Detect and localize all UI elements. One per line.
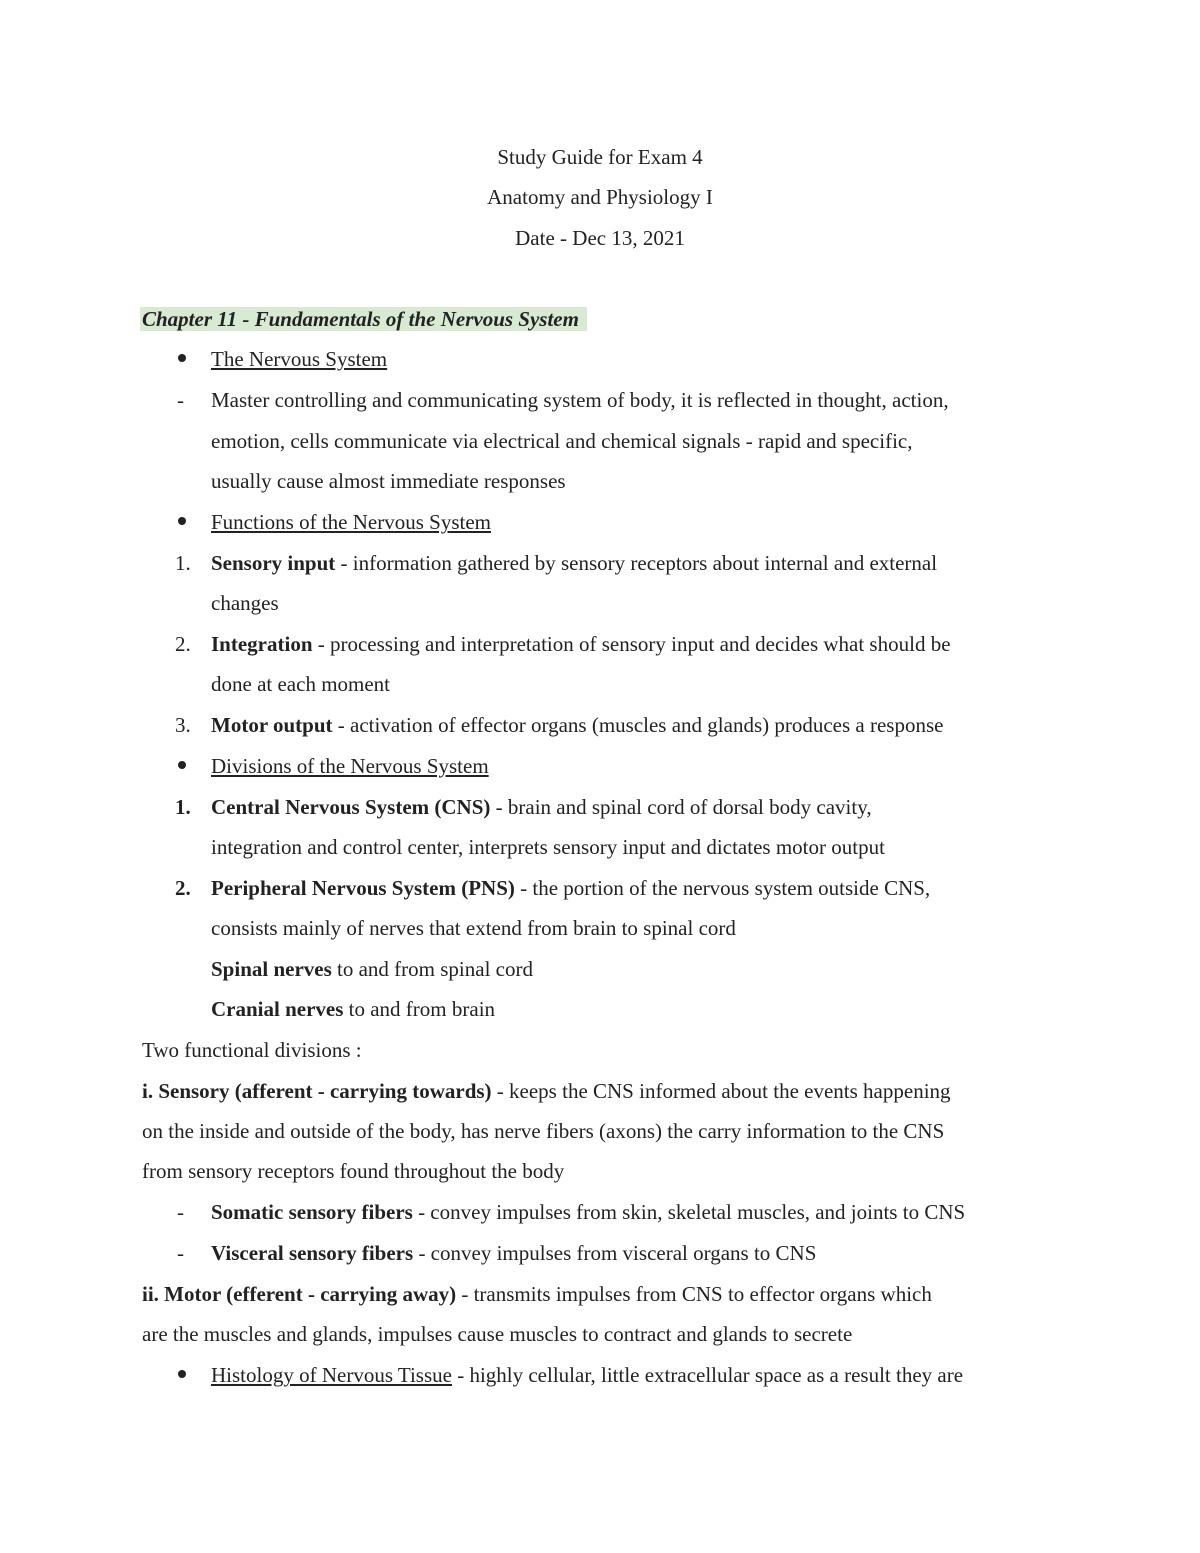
dash-marker: -	[177, 1241, 184, 1265]
definition: - the portion of the nervous system outside CNS,	[514, 876, 931, 900]
list-number: 1.	[175, 551, 191, 575]
term: ii. Motor (efferent - carrying away)	[142, 1282, 457, 1306]
list-item-sensory-input	[211, 550, 937, 576]
paragraph-line: Master controlling and communicating system of body, it is reflected in thought, action,	[211, 388, 949, 412]
chapter-heading	[140, 306, 587, 332]
term: i. Sensory (afferent - carrying towards)	[142, 1079, 492, 1103]
term: Cranial nerves	[211, 997, 344, 1021]
definition: - processing and interpretation of sensory input and decides what should be	[312, 632, 951, 656]
list-number: 3.	[175, 713, 191, 737]
bullet-icon	[178, 761, 186, 769]
list-item-continuation: done at each moment	[211, 672, 391, 696]
definition: - transmits impulses from CNS to effector organs which	[456, 1282, 932, 1306]
section-heading-divisions: Divisions of the Nervous System	[211, 754, 489, 778]
bullet-icon	[178, 354, 186, 362]
list-item-motor-output	[211, 712, 943, 738]
functional-divisions-intro: Two functional divisions :	[142, 1038, 362, 1062]
exam-date: Date - Dec 13, 2021	[515, 226, 685, 250]
bullet-icon	[178, 517, 186, 525]
definition: - brain and spinal cord of dorsal body cavity,	[490, 795, 872, 819]
section-heading-nervous-system: The Nervous System	[211, 347, 388, 371]
term: Peripheral Nervous System (PNS)	[211, 876, 515, 900]
section-heading-histology: Histology of Nervous Tissue	[211, 1363, 452, 1387]
list-item-continuation: changes	[211, 591, 279, 615]
document-title: Study Guide for Exam 4	[497, 145, 703, 169]
list-item-pns	[211, 875, 930, 901]
term: Sensory input	[211, 551, 336, 575]
definition: - convey impulses from skin, skeletal muscles, and joints to CNS	[412, 1200, 966, 1224]
list-item-integration	[211, 631, 951, 657]
section-heading-functions: Functions of the Nervous System	[211, 510, 491, 534]
term: Somatic sensory fibers	[211, 1200, 413, 1224]
cranial-nerves-line	[211, 996, 495, 1022]
definition: - convey impulses from visceral organs to CNS	[413, 1241, 817, 1265]
term: Visceral sensory fibers	[211, 1241, 414, 1265]
paragraph-line: on the inside and outside of the body, has nerve fibers (axons) the carry information to the CNS	[142, 1119, 945, 1143]
chapter-heading-text: Chapter 11 - Fundamentals of the Nervous System	[140, 307, 587, 331]
histology-line	[211, 1362, 963, 1388]
definition: to and from brain	[343, 997, 496, 1021]
dash-marker: -	[177, 1200, 184, 1224]
definition: - keeps the CNS informed about the events happening	[491, 1079, 951, 1103]
visceral-sensory-fibers	[211, 1240, 816, 1266]
dash-marker: -	[177, 388, 184, 412]
sensory-division	[142, 1078, 951, 1104]
list-number: 2.	[175, 632, 191, 656]
list-item-cns	[211, 794, 872, 820]
paragraph-line: are the muscles and glands, impulses cause muscles to contract and glands to secrete	[142, 1322, 853, 1346]
list-number: 2.	[175, 876, 191, 900]
somatic-sensory-fibers	[211, 1199, 965, 1225]
list-item-continuation: integration and control center, interprets sensory input and dictates motor output	[211, 835, 885, 859]
paragraph-line: emotion, cells communicate via electrical and chemical signals - rapid and specific,	[211, 429, 913, 453]
term: Integration	[211, 632, 313, 656]
term: Motor output	[211, 713, 333, 737]
definition: - activation of effector organs (muscles and glands) produces a response	[332, 713, 944, 737]
list-number: 1.	[175, 795, 191, 819]
motor-division	[142, 1281, 932, 1307]
paragraph-line: usually cause almost immediate responses	[211, 469, 566, 493]
bullet-icon	[178, 1370, 186, 1378]
definition: - information gathered by sensory receptors about internal and external	[335, 551, 938, 575]
definition: to and from spinal cord	[331, 957, 533, 981]
course-name: Anatomy and Physiology I	[487, 185, 713, 209]
definition: - highly cellular, little extracellular space as a result they are	[451, 1363, 964, 1387]
paragraph-line: from sensory receptors found throughout the body	[142, 1159, 565, 1183]
term: Spinal nerves	[211, 957, 332, 981]
term: Central Nervous System (CNS)	[211, 795, 491, 819]
list-item-continuation: consists mainly of nerves that extend from brain to spinal cord	[211, 916, 736, 940]
spinal-nerves-line	[211, 956, 533, 982]
